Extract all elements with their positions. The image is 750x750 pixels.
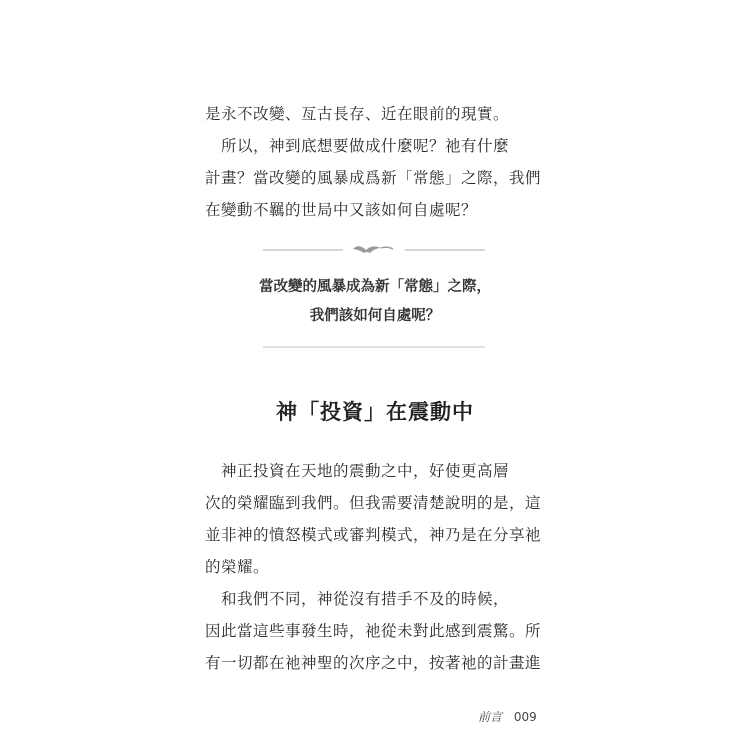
- page-number: 009: [513, 710, 537, 724]
- text-line: 在變動不羈的世局中又該如何自處呢？: [205, 201, 478, 219]
- text-line: 和我們不同，神從沒有措手不及的時候，: [205, 590, 510, 608]
- body-paragraph: [205, 455, 545, 679]
- bird-ornament-icon: [263, 240, 485, 260]
- section-label: 前言: [478, 710, 503, 724]
- text-line: 並非神的憤怒模式或審判模式，神乃是在分享祂: [205, 526, 542, 544]
- text-line: 次的榮耀臨到我們。但我需要清楚說明的是，這: [205, 494, 542, 512]
- section-heading: 神「投資」在震動中: [276, 400, 474, 424]
- text-line: 是永不改變、亙古長存、近在眼前的現實。: [205, 105, 510, 123]
- text-line: 所以，神到底想要做成什麼呢？祂有什麼: [205, 137, 510, 155]
- page-footer: [478, 708, 558, 725]
- divider: [263, 334, 485, 338]
- text-line: 因此當這些事發生時，祂從未對此感到震驚。所: [205, 622, 542, 640]
- text-line: 有一切都在祂神聖的次序之中，按著祂的計畫進: [205, 654, 542, 672]
- text-line: 的榮耀。: [205, 558, 270, 576]
- callout-line-2: 我們該如何自處呢？: [309, 308, 441, 324]
- intro-paragraph: [205, 98, 545, 226]
- text-line: 計畫？當改變的風暴成爲新「常態」之際，我們: [205, 169, 542, 187]
- text-line: 神正投資在天地的震動之中，好使更高層: [205, 462, 510, 480]
- callout-line-1: 當改變的風暴成為新「常態」之際，: [259, 279, 491, 295]
